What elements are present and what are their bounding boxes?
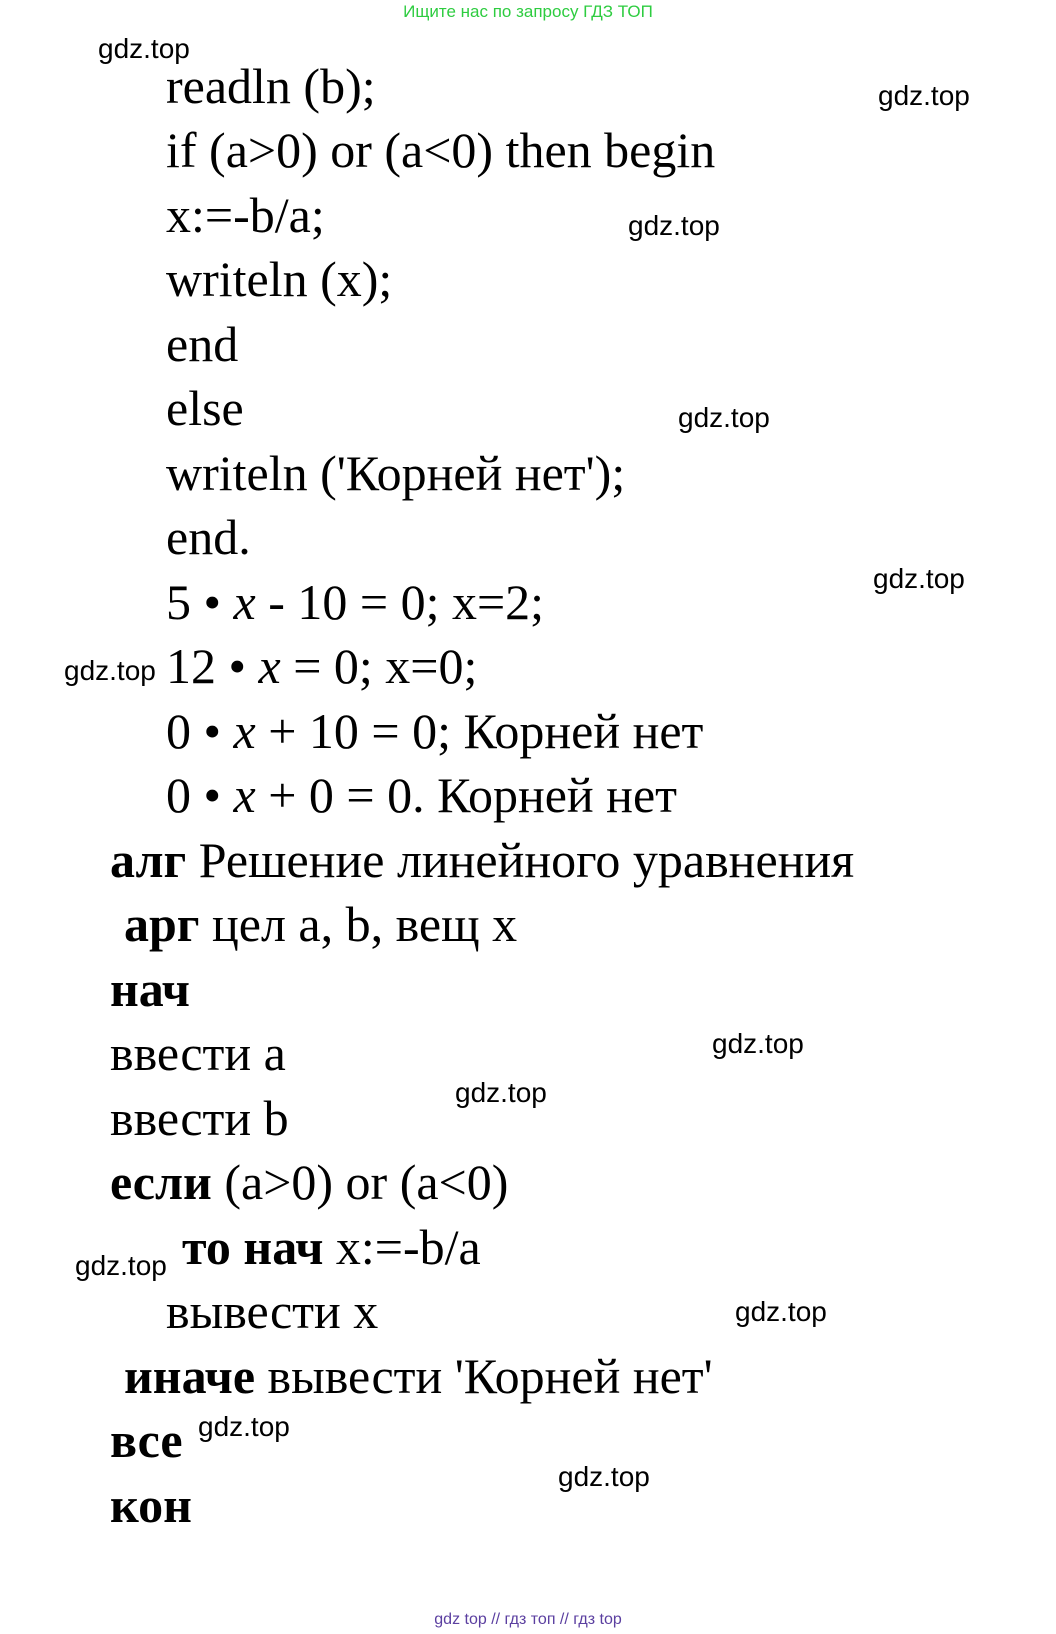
keyword: алг xyxy=(110,832,187,888)
alg-args xyxy=(124,895,517,953)
eq-part: 5 • xyxy=(166,574,234,630)
watermark: gdz.top xyxy=(628,210,720,241)
equation-line xyxy=(166,573,544,631)
watermark: gdz.top xyxy=(64,655,156,686)
equation-line xyxy=(166,637,477,695)
pascal-line: writeln (x); xyxy=(166,251,393,307)
eq-part: 0 • xyxy=(166,767,234,823)
eq-variable: x xyxy=(233,703,256,759)
alg-statement: ввести a xyxy=(110,1025,286,1081)
watermark: gdz.top xyxy=(455,1077,547,1108)
alg-statement: ввести b xyxy=(110,1090,289,1146)
pascal-line: if (a>0) or (a<0) then begin xyxy=(166,122,716,178)
pascal-line: writeln ('Корней нет'); xyxy=(166,445,626,501)
alg-statement: вывести x xyxy=(166,1283,379,1339)
pascal-line: readln (b); xyxy=(166,58,376,114)
eq-part: - 10 = 0; x=2; xyxy=(255,574,545,630)
search-hint-banner: Ищите нас по запросу ГДЗ ТОП xyxy=(403,2,653,21)
watermark: gdz.top xyxy=(712,1028,804,1059)
alg-title xyxy=(110,831,854,889)
watermark: gdz.top xyxy=(98,33,190,64)
watermark: gdz.top xyxy=(878,80,970,111)
watermark: gdz.top xyxy=(198,1411,290,1442)
eq-part: 12 • xyxy=(166,638,259,694)
statement: x:=-b/a xyxy=(323,1219,481,1275)
arg-list: цел a, b, вещ x xyxy=(199,896,518,952)
eq-part: + 0 = 0. Корней нет xyxy=(255,767,677,823)
keyword: нач xyxy=(110,961,191,1017)
alg-begin xyxy=(110,960,190,1018)
pascal-line: end. xyxy=(166,509,251,565)
equation-line xyxy=(166,766,677,824)
alg-end xyxy=(110,1476,192,1534)
eq-variable: x xyxy=(258,638,281,694)
equation-line xyxy=(166,702,703,760)
alg-then xyxy=(182,1218,481,1276)
footer-links: gdz top // гдз топ // гдз top xyxy=(434,1611,622,1628)
condition: (a>0) or (a<0) xyxy=(211,1154,509,1210)
eq-variable: x xyxy=(233,767,256,823)
alg-else xyxy=(124,1347,713,1405)
keyword: иначе xyxy=(124,1348,256,1404)
keyword: то нач xyxy=(182,1219,324,1275)
eq-variable: x xyxy=(233,574,256,630)
keyword: если xyxy=(110,1154,212,1210)
keyword: кон xyxy=(110,1477,192,1533)
alg-if xyxy=(110,1153,508,1211)
pascal-line: else xyxy=(166,380,244,436)
watermark: gdz.top xyxy=(678,402,770,433)
pascal-line: x:=-b/a; xyxy=(166,187,325,243)
keyword: арг xyxy=(124,896,200,952)
keyword: все xyxy=(110,1412,183,1468)
watermark: gdz.top xyxy=(735,1296,827,1327)
alg-endif xyxy=(110,1411,183,1469)
eq-part: 0 • xyxy=(166,703,234,759)
pascal-line: end xyxy=(166,316,239,372)
watermark: gdz.top xyxy=(873,563,965,594)
watermark: gdz.top xyxy=(558,1461,650,1492)
watermark: gdz.top xyxy=(75,1250,167,1281)
eq-part: + 10 = 0; Корней нет xyxy=(255,703,704,759)
statement: вывести 'Корней нет' xyxy=(255,1348,713,1404)
alg-name: Решение линейного уравнения xyxy=(186,832,855,888)
eq-part: = 0; x=0; xyxy=(280,638,478,694)
